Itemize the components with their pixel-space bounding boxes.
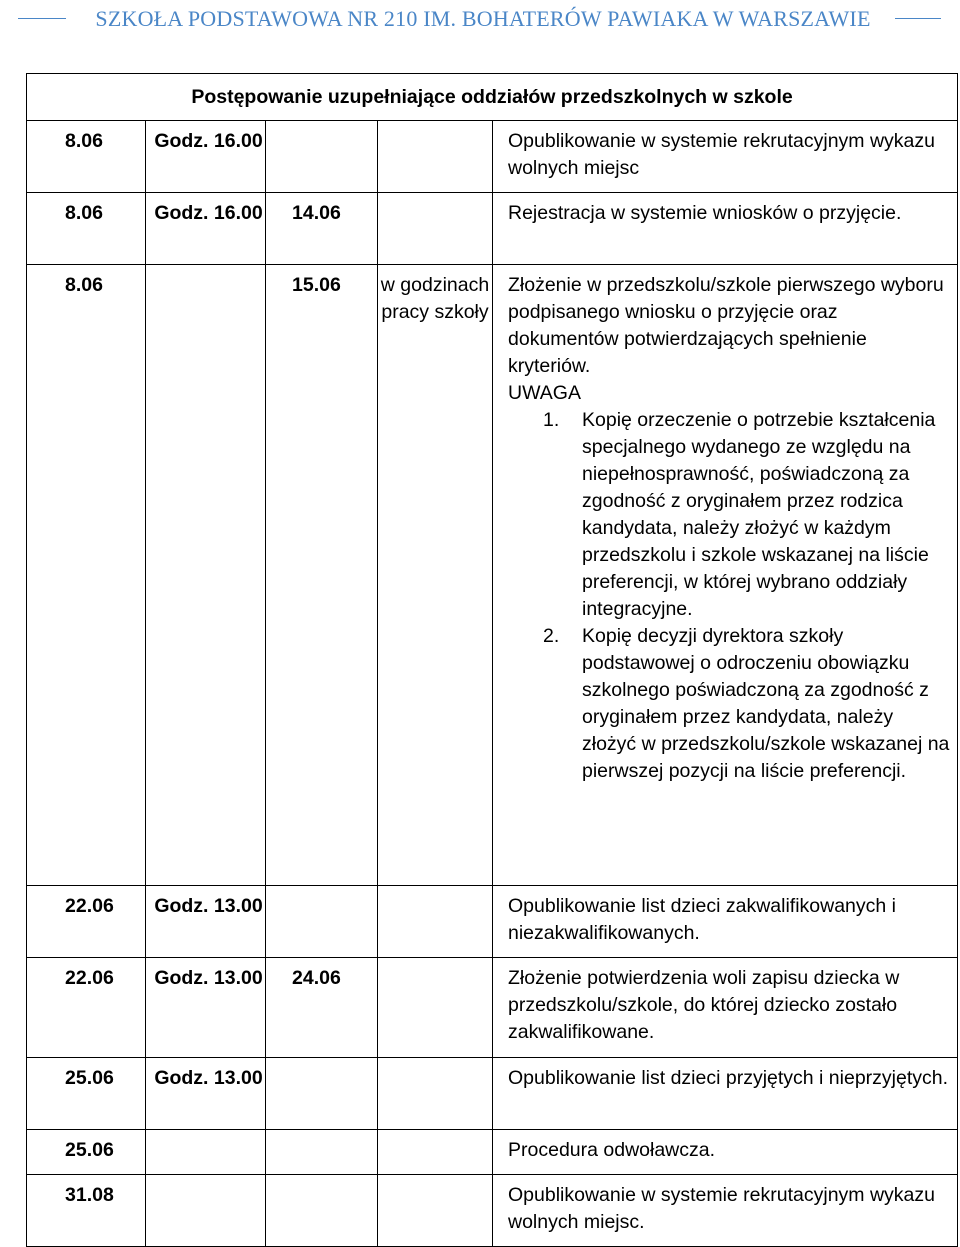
hour-cell: Godz. 13.00 [146, 1058, 266, 1130]
date-start-cell: 31.08 [27, 1175, 146, 1247]
hour-cell: Godz. 16.00 [146, 193, 266, 265]
recruitment-schedule-table [26, 73, 958, 1247]
date-start-cell: 22.06 [27, 958, 146, 1058]
date-end-cell [266, 1175, 378, 1247]
date-end-cell [266, 886, 378, 958]
date-start-cell: 22.06 [27, 886, 146, 958]
table-row [27, 886, 958, 958]
time-note-cell [378, 1130, 493, 1175]
time-note-cell [378, 1175, 493, 1247]
table-row [27, 193, 958, 265]
date-start-cell: 25.06 [27, 1058, 146, 1130]
description-cell: Opublikowanie list dzieci zakwalifikowanych i niezakwalifikowanych. [493, 886, 958, 958]
hour-cell: Godz. 13.00 [146, 886, 266, 958]
table-title-row [27, 74, 958, 121]
date-start-cell: 8.06 [27, 193, 146, 265]
list-item-number: 1. [543, 409, 560, 431]
date-start-cell: 8.06 [27, 121, 146, 193]
list-item [508, 407, 951, 623]
time-note-cell [378, 958, 493, 1058]
date-end-cell [266, 1130, 378, 1175]
description-cell: Opublikowanie w systemie rekrutacyjnym wykazu wolnych miejsc [493, 121, 958, 193]
notes-list [508, 407, 951, 785]
school-name-header: SZKOŁA PODSTAWOWA NR 210 IM. BOHATERÓW PAWIAKA W WARSZAWIE [95, 6, 871, 31]
time-note-cell [378, 1058, 493, 1130]
list-item-text: Kopię decyzji dyrektora szkoły podstawowej o odroczeniu obowiązku szkolnego poświadczoną za zgodność z oryginałem przez kandydata, należy złożyć w przedszkolu/szkole wskazanej na pierwszej pozycji na liście preferencji. [582, 625, 950, 782]
date-end-cell [266, 121, 378, 193]
page-header [0, 0, 960, 40]
hour-cell [146, 265, 266, 886]
hour-cell: Godz. 16.00 [146, 121, 266, 193]
date-end-cell: 24.06 [266, 958, 378, 1058]
description-cell: Opublikowanie w systemie rekrutacyjnym wykazu wolnych miejsc. [493, 1175, 958, 1247]
description-text: Złożenie w przedszkolu/szkole pierwszego wyboru podpisanego wniosku o przyjęcie oraz dokumentów potwierdzających spełnienie kryteriów. [508, 274, 944, 377]
time-note-cell [378, 886, 493, 958]
table-row [27, 958, 958, 1058]
date-end-cell: 14.06 [266, 193, 378, 265]
description-cell: Rejestracja w systemie wniosków o przyjęcie. [493, 193, 958, 265]
description-cell: Złożenie potwierdzenia woli zapisu dziecka w przedszkolu/szkole, do której dziecko zostało zakwalifikowane. [493, 958, 958, 1058]
date-start-cell: 25.06 [27, 1130, 146, 1175]
table-row [27, 1175, 958, 1247]
date-end-cell: 15.06 [266, 265, 378, 886]
list-item-text: Kopię orzeczenie o potrzebie kształcenia specjalnego wydanego ze względu na niepełnosprawność, poświadczoną za zgodność z oryginałem przez rodzica kandydata, należy złożyć w każdym przedszkolu i szkole wskazanej na liście preferencji, w której wybrano oddziały integracyjne. [582, 409, 936, 620]
note-label: UWAGA [508, 382, 581, 404]
date-start-cell: 8.06 [27, 265, 146, 886]
date-end-cell [266, 1058, 378, 1130]
time-note-cell [378, 193, 493, 265]
description-cell: Procedura odwoławcza. [493, 1130, 958, 1175]
time-note-cell [378, 121, 493, 193]
hour-cell: Godz. 13.00 [146, 958, 266, 1058]
header-rule-left [18, 18, 66, 19]
hour-cell [146, 1175, 266, 1247]
list-item [508, 623, 951, 785]
description-cell [493, 265, 958, 886]
header-rule-right [895, 18, 941, 19]
table-row [27, 1058, 958, 1130]
table-row [27, 121, 958, 193]
table-row [27, 265, 958, 886]
table-row [27, 1130, 958, 1175]
description-cell: Opublikowanie list dzieci przyjętych i nieprzyjętych. [493, 1058, 958, 1130]
hour-cell [146, 1130, 266, 1175]
list-item-number: 2. [543, 625, 560, 647]
section-title: Postępowanie uzupełniające oddziałów przedszkolnych w szkole [27, 74, 958, 121]
time-note-cell: w godzinach pracy szkoły [378, 265, 493, 886]
